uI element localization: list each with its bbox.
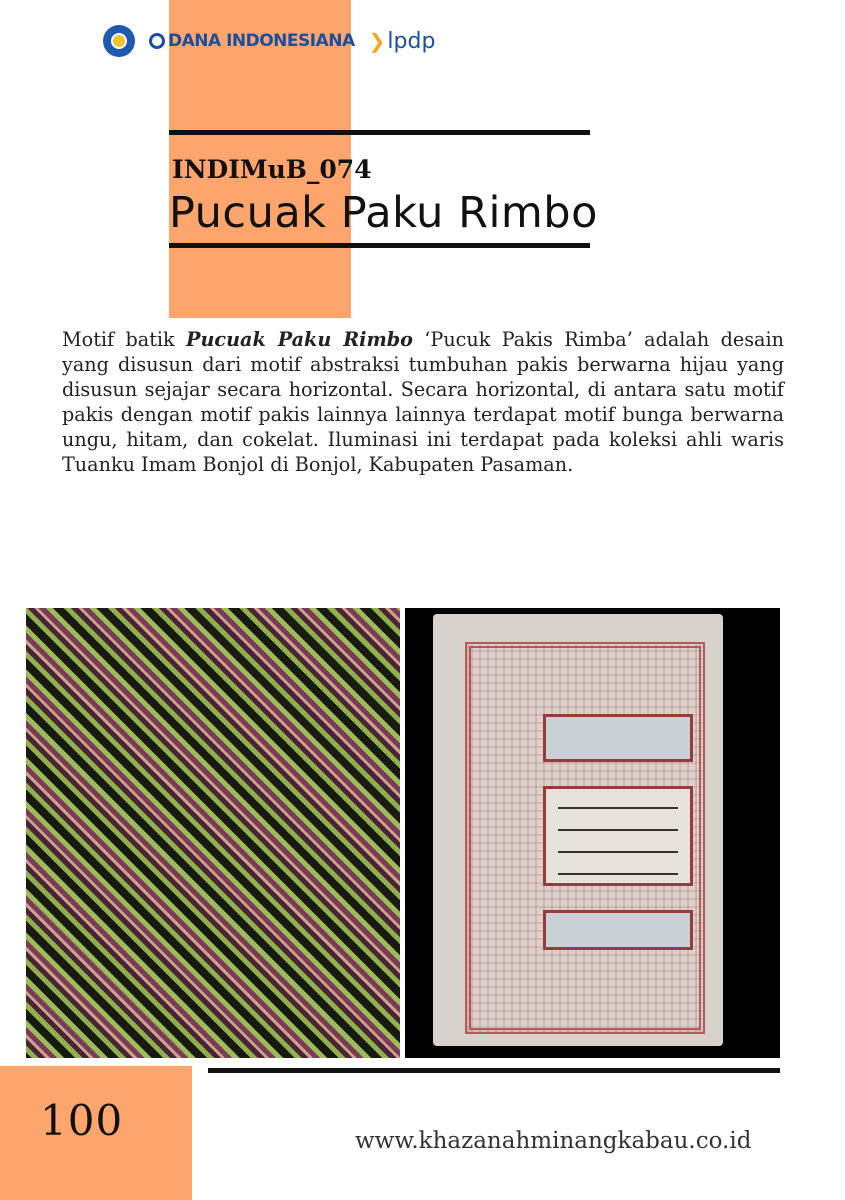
description-text: ‘Pucuk Pakis Rimba’ adalah desain yang disusun dari motif abstraksi tumbuhan pakis berwarna hijau yang disusun sejajar secara horizontal. Secara horizontal, di antara satu motif pakis dengan motif pakis lainnya lainnya terdapat motif bunga berwarna ungu, hitam, dan cokelat. Iluminasi ini terdapat pada koleksi ahli waris Tuanku Imam Bonjol di Bonjol, Kabupaten Pasaman. xyxy=(62,328,784,476)
page-number: 100 xyxy=(40,1096,124,1145)
description-paragraph xyxy=(62,327,784,477)
title-top-rule xyxy=(169,130,590,135)
illumination-text-panel xyxy=(543,786,693,886)
entry-code: INDIMuB_074 xyxy=(172,155,372,184)
script-line xyxy=(558,873,678,875)
entry-title: Pucuak Paku Rimbo xyxy=(169,188,598,238)
website-url: www.khazanahminangkabau.co.id xyxy=(355,1128,752,1154)
batik-pattern-image xyxy=(26,608,400,1058)
script-line xyxy=(558,851,678,853)
lpdp-logo xyxy=(369,29,436,54)
footer-rule xyxy=(208,1068,780,1073)
script-line xyxy=(558,829,678,831)
description-lead: Motif batik xyxy=(62,328,187,351)
dana-indonesiana-logo xyxy=(149,31,355,51)
motif-name: Pucuak Paku Rimbo xyxy=(186,328,413,351)
dana-indonesiana-mark-icon xyxy=(149,33,165,49)
manuscript-page xyxy=(433,614,723,1046)
illumination-bottom-panel xyxy=(543,910,693,950)
lpdp-label: lpdp xyxy=(387,28,436,54)
script-line xyxy=(558,807,678,809)
dana-indonesiana-label: DANA INDONESIANA xyxy=(168,31,355,51)
illumination-top-panel xyxy=(543,714,693,762)
lpdp-flame-icon: ❯ xyxy=(368,29,386,53)
title-bottom-rule xyxy=(169,243,590,248)
kemendikbud-emblem-icon xyxy=(103,25,135,57)
manuscript-photo xyxy=(405,608,780,1058)
sponsor-logos xyxy=(103,24,435,58)
